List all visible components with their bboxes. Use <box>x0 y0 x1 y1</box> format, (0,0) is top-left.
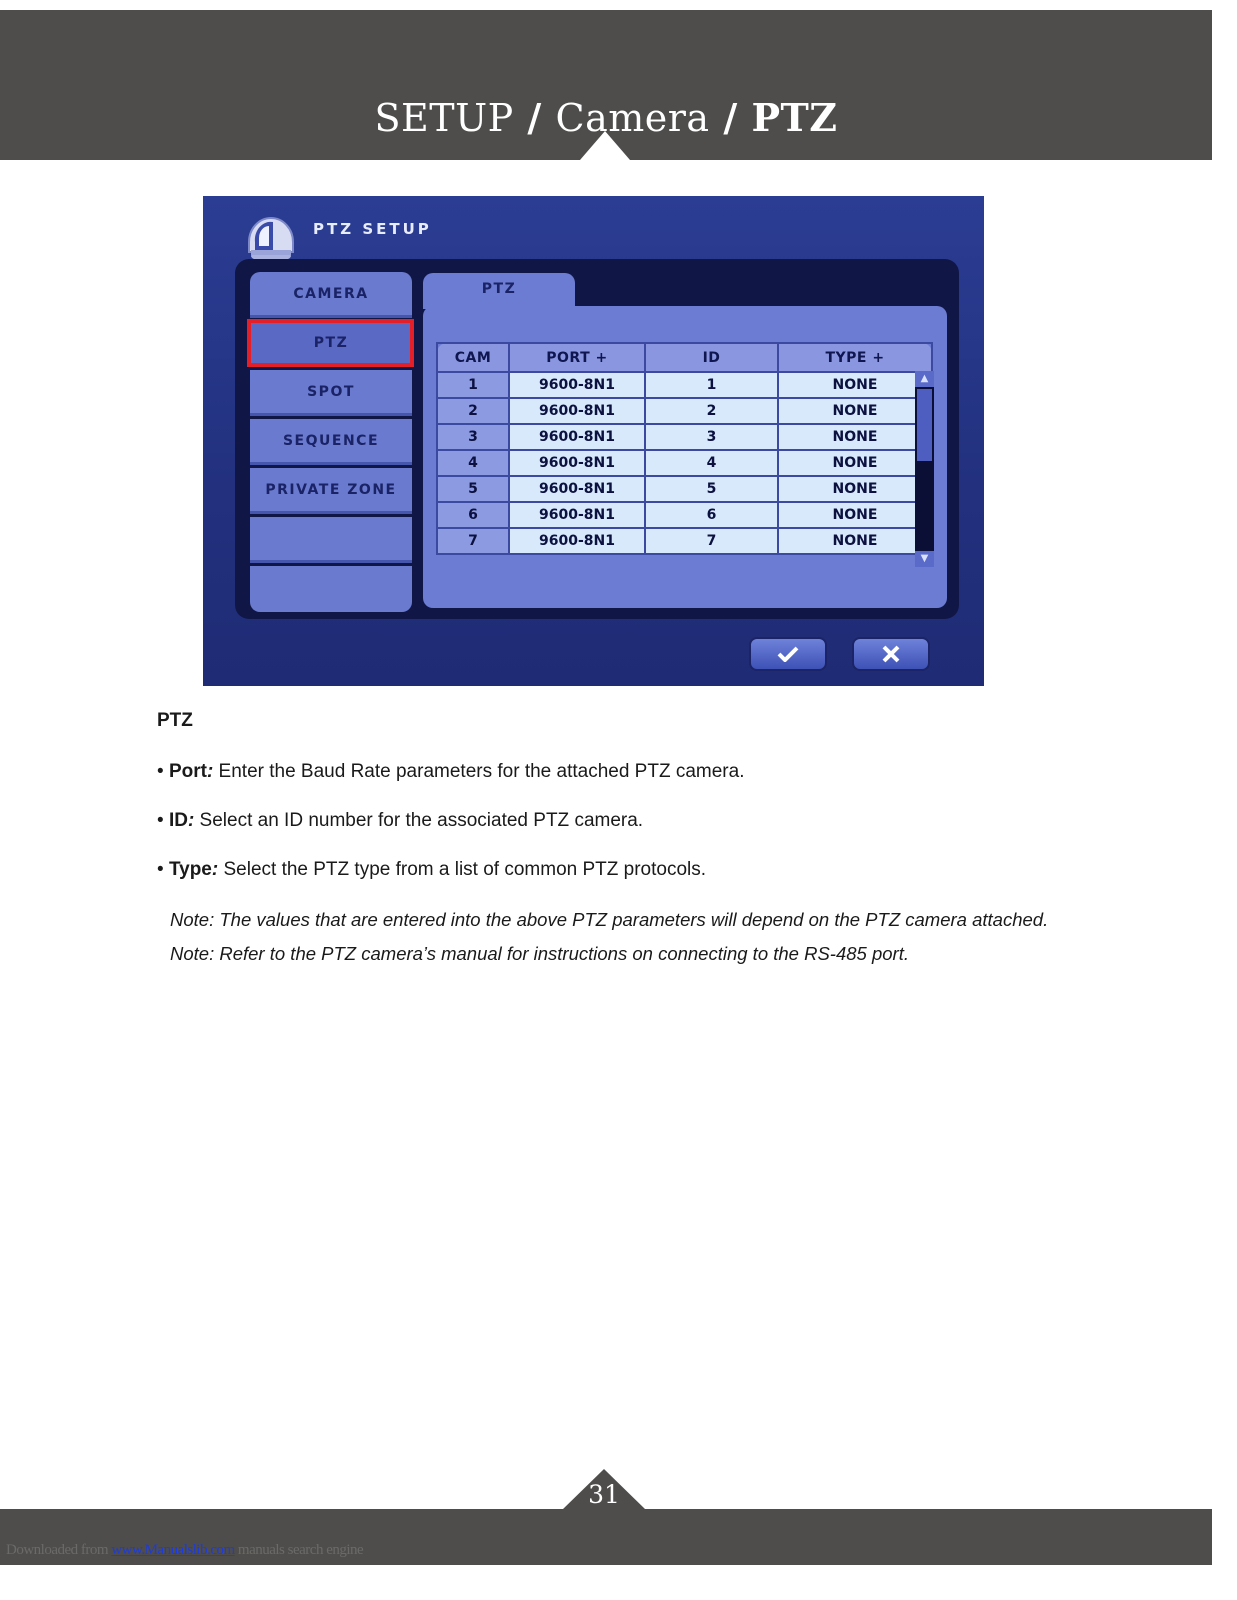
bullet-text: Select an ID number for the associated PTZ camera. <box>194 810 644 831</box>
side-tab-empty <box>250 517 412 563</box>
title-separator: / <box>513 95 556 140</box>
close-icon <box>882 645 900 663</box>
credit-prefix: Downloaded from <box>6 1542 112 1558</box>
cell-port[interactable]: 9600-8N1 <box>509 398 645 424</box>
table-row[interactable] <box>437 424 932 450</box>
side-tab-empty <box>250 566 412 612</box>
ptz-tab-highlight <box>247 319 414 367</box>
bullet-colon: : <box>206 761 214 782</box>
bullet-id: • ID: Select an ID number for the associated PTZ camera. <box>157 810 644 831</box>
table-row[interactable] <box>437 502 932 528</box>
cell-cam: 3 <box>437 424 509 450</box>
bullet-port: • Port: Enter the Baud Rate parameters for the attached PTZ camera. <box>157 761 745 782</box>
cell-port[interactable]: 9600-8N1 <box>509 372 645 398</box>
manualslib-link[interactable]: www.Manualslib.com <box>111 1542 235 1558</box>
side-tab-sequence[interactable]: SEQUENCE <box>250 419 412 465</box>
page-number: 31 <box>588 1480 620 1509</box>
bullet-colon: : <box>187 810 195 831</box>
side-tab-spot[interactable]: SPOT <box>250 370 412 416</box>
cell-port[interactable]: 9600-8N1 <box>509 476 645 502</box>
bullet-text: Select the PTZ type from a list of common PTZ protocols. <box>218 859 707 880</box>
cell-cam: 2 <box>437 398 509 424</box>
cell-cam: 7 <box>437 528 509 554</box>
cell-id[interactable]: 3 <box>645 424 778 450</box>
cell-port[interactable]: 9600-8N1 <box>509 450 645 476</box>
bullet-term: Port <box>168 761 207 782</box>
cell-id[interactable]: 2 <box>645 398 778 424</box>
scroll-down-icon[interactable]: ▼ <box>915 551 934 567</box>
table-row[interactable] <box>437 450 932 476</box>
title-camera: Camera <box>555 96 710 140</box>
tab-ptz[interactable]: PTZ <box>423 273 575 309</box>
cell-cam: 6 <box>437 502 509 528</box>
cell-id[interactable]: 6 <box>645 502 778 528</box>
cell-cam: 1 <box>437 372 509 398</box>
column-header-port[interactable]: PORT + <box>509 343 645 372</box>
scroll-thumb[interactable] <box>917 389 932 461</box>
ok-button[interactable] <box>749 637 827 671</box>
cell-id[interactable]: 7 <box>645 528 778 554</box>
ptz-table <box>436 342 933 555</box>
ptz-camera-icon <box>245 208 297 264</box>
column-header-cam: CAM <box>437 343 509 372</box>
table-row[interactable] <box>437 528 932 554</box>
scroll-up-icon[interactable]: ▲ <box>915 371 934 387</box>
bullet-text: Enter the Baud Rate parameters for the attached PTZ camera. <box>213 761 745 782</box>
cell-id[interactable]: 5 <box>645 476 778 502</box>
bullet-type: • Type: Select the PTZ type from a list of common PTZ protocols. <box>157 859 707 880</box>
cell-type[interactable]: NONE <box>778 502 932 528</box>
ptz-setup-screen <box>203 196 984 686</box>
side-tab-ptz[interactable]: PTZ <box>250 321 412 367</box>
bullet-term: ID <box>168 810 188 831</box>
note-rs485: Note: Refer to the PTZ camera’s manual for instructions on connecting to the RS-485 port. <box>170 943 909 964</box>
cell-port[interactable]: 9600-8N1 <box>509 502 645 528</box>
note-parameters: Note: The values that are entered into the above PTZ parameters will depend on the PTZ camera attached. <box>170 909 1049 930</box>
table-row[interactable] <box>437 476 932 502</box>
credit-suffix: manuals search engine <box>234 1542 364 1558</box>
cell-type[interactable]: NONE <box>778 372 932 398</box>
cell-type[interactable]: NONE <box>778 398 932 424</box>
title-setup: SETUP <box>374 96 514 140</box>
cell-port[interactable]: 9600-8N1 <box>509 424 645 450</box>
bullet-colon: : <box>211 859 219 880</box>
column-header-type[interactable]: TYPE + <box>778 343 932 372</box>
bullet-term: Type <box>168 859 212 880</box>
side-tab-private-zone[interactable]: PRIVATE ZONE <box>250 468 412 514</box>
cell-type[interactable]: NONE <box>778 476 932 502</box>
table-row[interactable] <box>437 398 932 424</box>
column-header-id: ID <box>645 343 778 372</box>
cell-port[interactable]: 9600-8N1 <box>509 528 645 554</box>
title-ptz: PTZ <box>751 95 838 140</box>
screen-title: PTZ SETUP <box>313 220 432 238</box>
cell-type[interactable]: NONE <box>778 528 932 554</box>
table-scrollbar[interactable] <box>915 371 934 567</box>
header-notch <box>580 131 630 160</box>
cell-id[interactable]: 4 <box>645 450 778 476</box>
cell-cam: 4 <box>437 450 509 476</box>
title-separator: / <box>709 95 752 140</box>
cancel-button[interactable] <box>852 637 930 671</box>
section-heading: PTZ <box>157 710 193 731</box>
cell-type[interactable]: NONE <box>778 424 932 450</box>
check-icon <box>777 646 799 662</box>
cell-cam: 5 <box>437 476 509 502</box>
table-row[interactable] <box>437 372 932 398</box>
side-tab-camera[interactable]: CAMERA <box>250 272 412 318</box>
cell-type[interactable]: NONE <box>778 450 932 476</box>
footer-credit <box>6 1542 363 1559</box>
cell-id[interactable]: 1 <box>645 372 778 398</box>
